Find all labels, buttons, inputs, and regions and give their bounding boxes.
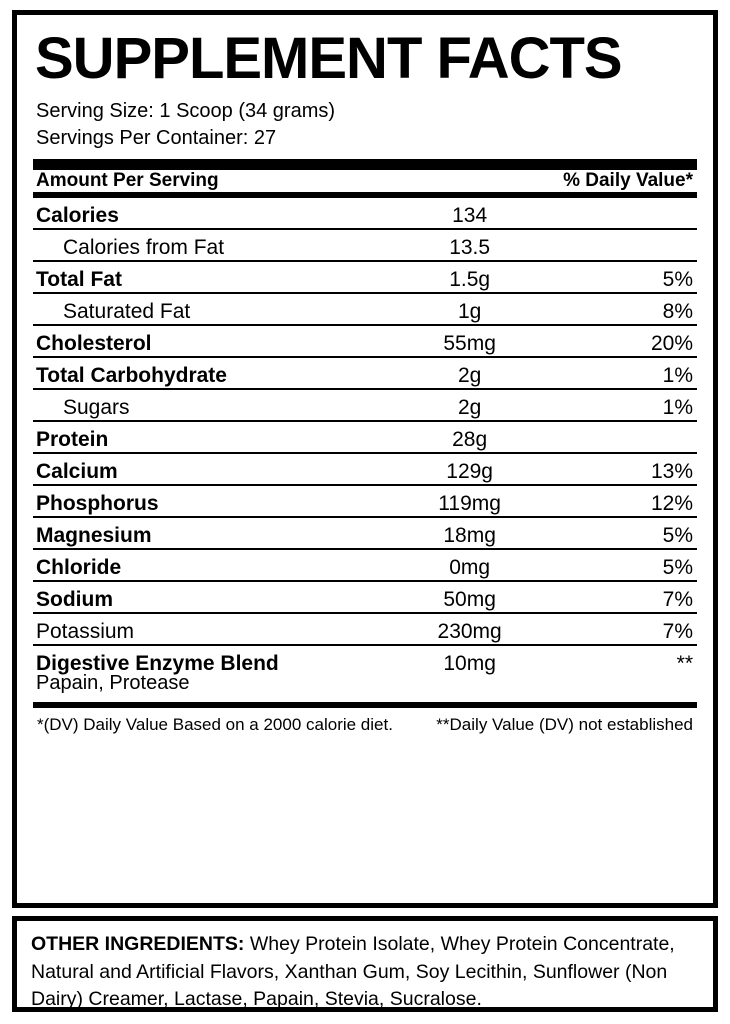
nutrient-daily-value: 7% [662, 587, 693, 611]
nutrient-amount: 129g [446, 459, 493, 483]
nutrient-amount: 28g [452, 427, 488, 451]
nutrient-name: Chloride [36, 555, 122, 579]
nutrient-amount: 1g [457, 299, 482, 323]
page-title: SUPPLEMENT FACTS [35, 26, 622, 91]
nutrient-name: Potassium [36, 619, 135, 643]
nutrient-name: Total Fat [36, 267, 122, 291]
other-ingredients-panel [12, 916, 718, 1012]
divider-thick-top [33, 159, 697, 170]
nutrient-name: Sodium [36, 587, 113, 611]
table-row [33, 614, 697, 644]
nutrition-rows-body [33, 198, 697, 676]
footnote-row [33, 708, 697, 735]
nutrient-daily-value: 12% [650, 491, 693, 515]
footnote-daily-value: *(DV) Daily Value Based on a 2000 calorie diet. [37, 714, 393, 734]
table-row [33, 262, 697, 292]
nutrient-amount: 134 [452, 203, 488, 227]
table-row [33, 358, 697, 388]
other-ingredients-body: Whey Protein Isolate, Whey Protein Concentrate, Natural and Artificial Flavors, Xanthan Gum, Soy Lecithin, Sunflower (Non Dairy) Creamer, Lactase, Papain, Stevia, Sucralose. [31, 933, 675, 1011]
header-spacer [384, 170, 555, 192]
table-row [33, 390, 697, 420]
table-row [33, 550, 697, 580]
table-row [33, 454, 697, 484]
nutrient-daily-value: 5% [662, 555, 693, 579]
nutrient-daily-value: 13% [650, 459, 693, 483]
nutrient-daily-value: 20% [650, 331, 693, 355]
nutrient-daily-value: 8% [662, 299, 693, 323]
nutrient-daily-value: 7% [662, 619, 693, 643]
nutrient-name: Saturated Fat [63, 299, 191, 323]
nutrient-name: Phosphorus [36, 491, 159, 515]
nutrient-name: Cholesterol [36, 331, 152, 355]
nutrient-daily-value: 1% [662, 395, 693, 419]
enzyme-blend-detail: Papain, Protease [36, 671, 190, 694]
nutrient-name: Calories [36, 203, 119, 227]
table-row [33, 518, 697, 548]
nutrient-amount: 13.5 [449, 235, 491, 259]
table-row [33, 486, 697, 516]
table-row [33, 422, 697, 452]
facts-panel [12, 10, 718, 908]
header-daily-value: % Daily Value* [563, 169, 693, 191]
table-row [33, 294, 697, 324]
nutrition-table [33, 170, 697, 192]
nutrient-daily-value: 5% [662, 267, 693, 291]
nutrient-amount: 1.5g [449, 267, 491, 291]
nutrient-name: Digestive Enzyme Blend [36, 651, 279, 675]
nutrient-daily-value: ** [676, 651, 693, 675]
nutrient-daily-value [555, 198, 697, 228]
table-header-row [33, 170, 697, 192]
table-row [33, 230, 697, 260]
table-row [33, 326, 697, 356]
nutrient-amount: 2g [457, 363, 482, 387]
nutrient-amount: 2g [457, 395, 482, 419]
serving-size-line: Serving Size: 1 Scoop (34 grams) [36, 100, 336, 123]
nutrient-name: Protein [36, 427, 109, 451]
nutrition-rows-table [33, 198, 697, 676]
nutrient-name: Calcium [36, 459, 118, 483]
nutrient-amount: 119mg [438, 491, 501, 515]
footnote-not-established: **Daily Value (DV) not established [436, 714, 693, 734]
nutrient-amount: 10mg [443, 651, 496, 675]
nutrient-amount: 55mg [443, 331, 496, 355]
servings-per-container-line: Servings Per Container: 27 [36, 126, 277, 149]
nutrient-name: Calories from Fat [63, 235, 225, 259]
nutrient-daily-value: 5% [662, 523, 693, 547]
other-ingredients-label: OTHER INGREDIENTS: [31, 933, 245, 955]
nutrient-amount: 50mg [443, 587, 496, 611]
nutrient-daily-value [555, 230, 697, 260]
other-ingredients-text [31, 931, 699, 1014]
nutrition-table-body [33, 170, 697, 192]
nutrient-amount: 18mg [443, 523, 496, 547]
table-row [33, 198, 697, 228]
nutrient-name: Magnesium [36, 523, 152, 547]
table-row [33, 582, 697, 612]
nutrient-name: Sugars [63, 395, 130, 419]
nutrient-daily-value: 1% [662, 363, 693, 387]
nutrient-daily-value [555, 422, 697, 452]
nutrient-name: Total Carbohydrate [36, 363, 227, 387]
nutrient-amount: 0mg [449, 555, 491, 579]
header-amount-per-serving: Amount Per Serving [36, 169, 219, 191]
nutrient-amount: 230mg [437, 619, 502, 643]
